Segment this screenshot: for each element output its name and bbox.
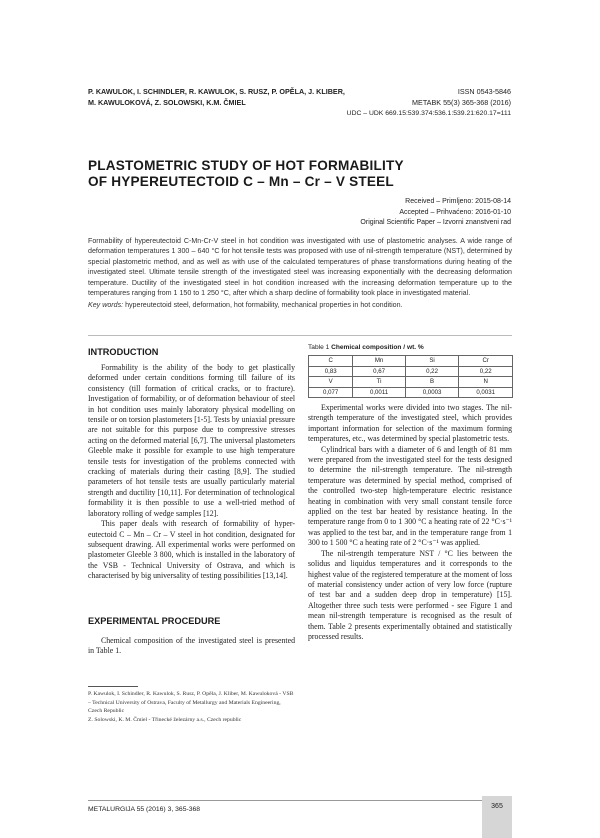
body-paragraph: Experimental works were divided into two stages. The nil-strength temperature of the investigated steel, which provides important information for selection of the maximum forming temperatures, etc., was determined by special plastometric tests. [308, 403, 512, 444]
table-cell: B [405, 377, 459, 388]
table-cell: N [459, 377, 513, 388]
experimental-heading: EXPERIMENTAL PROCEDURE [88, 616, 221, 626]
keywords [88, 300, 512, 310]
keywords-label: Key words: [88, 301, 124, 310]
table-cell: 0,0031 [459, 387, 513, 398]
author-list [88, 86, 388, 108]
table-cell: 0,0011 [353, 387, 405, 398]
body-paragraph: The nil-strength temperature NST / °C lies between the solidus and liquidus temperatures and it corresponds to the highest value of the registered temperature at the moment of loss of material consistency under action of very low force (rupture of test bar and a sudden deep drop in temperature) [15]. Altogether three such tests were performed - see Figure 1 and mean nil-strength temperature is recognised as the result of them. Table 2 presents experimentally obtained and statistically processed results. [308, 548, 512, 641]
keywords-text: hypereutectoid steel, deformation, hot formability, mechanical properties in hot condition. [123, 301, 403, 310]
journal-reference: METABK 55(3) 365-368 (2016) [412, 98, 511, 107]
introduction-heading: INTRODUCTION [88, 347, 159, 357]
footer-journal: METALURGIJA 55 (2016) 3, 365-368 [88, 806, 201, 813]
issn: ISSN 0543-5846 [457, 87, 511, 96]
table-row [309, 356, 513, 367]
experimental-body-continued [308, 403, 512, 642]
footnote-affiliation-1: P. Kawulok, I. Schindler, R. Kawulok, S. Rusz, P. Opěla, J. Kliber, M. Kawuloková - VSB – Technical University of Ostrava, Faculty of Metallurgy and Materials Engineering, Czech Republic [88, 691, 294, 715]
table-cell: Ti [353, 377, 405, 388]
udc-code: UDC – UDK 669.15:539.374:536.1:539.21:620.17=111 [346, 110, 511, 117]
received-date: Received – Primljeno: 2015-08-14 [405, 198, 511, 205]
table-row [309, 366, 513, 377]
table-cell: V [309, 377, 353, 388]
table-cell: Cr [459, 356, 513, 367]
introduction-paragraph: This paper deals with research of formability of hyper-eutectoid C – Mn – Cr – V steel in hot condition, designated for subsequent drawing. All experimental works were performed on plastometer Gleeble 3 800, which is installed in the laboratory of the VSB - Technical University of Ostrava, and which is characterised by big universality of testing possibilities [13,14]. [88, 519, 295, 581]
table-cell: 0,67 [353, 366, 405, 377]
footer-divider [88, 800, 482, 801]
journal-info [412, 86, 511, 108]
authors-line-1: P. KAWULOK, I. SCHINDLER, R. KAWULOK, S. RUSZ, P. OPĚLA, J. KLIBER, [88, 87, 345, 96]
abstract [88, 236, 512, 311]
table-cell: 0,0003 [405, 387, 459, 398]
page-number: 365 [491, 803, 503, 810]
abstract-divider [88, 335, 512, 336]
introduction-paragraph: Formability is the ability of the body to get plastically deformed under certain conditions forming till failure of its consistency (till formation of critical cracks, or to fracture). Investigation of formability, or of deformation behaviour of steel in hot condition uses mainly laboratory physical modelling on tensile or on torsion plastometers [1-5]. Tests by uniaxial pressure are not suitable for this purpose due to compressive stresses acting on the deformed material [6,7]. The universal plastometers Gleeble make it possible for example to use high temperature tensile tests for investigation of the problems connected with cracking of materials during their casting [8,9]. The studied parameters of hot tensile tests are usually particularly material strength and ductility [10,11]. For determination of technological formability it is then possible to use a well-tried method of laboratory rolling of wedge samples [12]. [88, 363, 295, 518]
received-info [360, 197, 511, 229]
paper-title [88, 158, 518, 190]
title-line-2: OF HYPEREUTECTOID C – Mn – Cr – V STEEL [88, 174, 394, 189]
body-paragraph: Cylindrical bars with a diameter of 6 and length of 81 mm were prepared from the investigated steel for the tests designed to determine the nil-strength temperature. The nil-strength temperature was determined by special method, comprised of the controlled two-step high-temperature electric resistance heating in combination with very small constant tensile force applied on the test bar heated by resistance heating. In the temperature range from 0 to 1 300 °C a heating rate of 22 °C·s⁻¹ was applied to the test bar, and in the temperature range from 1 300 to 1 500 °C a heating rate of 2 °C·s⁻¹ was applied. [308, 444, 512, 548]
footnote-divider [88, 686, 138, 687]
introduction-body [88, 363, 295, 582]
table-label: Table 1 [308, 344, 330, 351]
table-cell: C [309, 356, 353, 367]
table-cell: Mn [353, 356, 405, 367]
table-cell: 0,22 [459, 366, 513, 377]
footnote [88, 690, 295, 724]
footnote-affiliation-2: Z. Solowski, K. M. Čmiel - Třinecké železárny a.s., Czech republic [88, 716, 242, 723]
table-caption [308, 344, 512, 351]
table-cell: Si [405, 356, 459, 367]
table-cell: 0,83 [309, 366, 353, 377]
experimental-body [88, 636, 295, 657]
authors-line-2: M. KAWULOKOVÁ, Z. SOLOWSKI, K.M. ČMIEL [88, 98, 246, 107]
title-line-1: PLASTOMETRIC STUDY OF HOT FORMABILITY [88, 158, 404, 173]
table-title: Chemical composition / wt. % [329, 344, 424, 351]
table-row [309, 387, 513, 398]
paper-type: Original Scientific Paper – Izvorni znanstveni rad [360, 219, 511, 226]
table-row [309, 377, 513, 388]
abstract-text: Formability of hypereutectoid C-Mn-Cr-V steel in hot condition was investigated with use of plastometric analyses. A wide range of deformation temperatures 1 300 – 640 °C for hot tensile tests was proposed with use of nil-strength temperature (NST), determined by special plastometric method, and as well as with use of the calculated temperatures of phase transformations during heating of the investigated steel. Ultimate tensile strength of the investigated steel was increasing exponentially with the decreasing deformation temperature. Ductility of the investigated steel in hot condition increased with the increasing deformation temperature up to the temperatures ranging from 1 150 to 1 250 °C, after which a sharp decline of formability took place in investigated material. [88, 237, 512, 298]
table-cell: 0,22 [405, 366, 459, 377]
chemical-composition-table [308, 355, 512, 398]
accepted-date: Accepted – Prihvaćeno: 2016-01-10 [399, 208, 511, 216]
experimental-paragraph: Chemical composition of the investigated steel is presented in Table 1. [88, 636, 295, 656]
table-cell: 0,077 [309, 387, 353, 398]
